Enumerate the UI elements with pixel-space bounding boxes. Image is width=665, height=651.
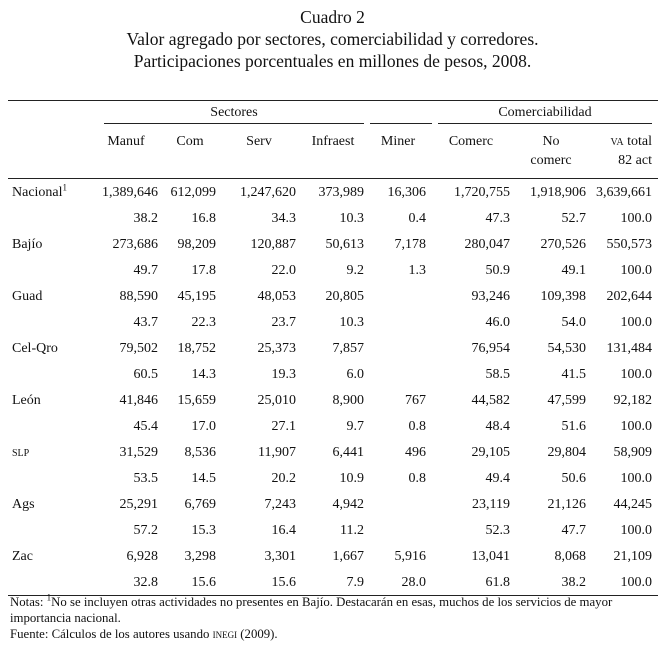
- cell-value: 612,099: [170, 185, 216, 200]
- table-body: [8, 179, 658, 596]
- group-comerciabilidad: Comerciabilidad: [438, 105, 652, 124]
- title-line-2: Valor agregado por sectores, comerciabilidad y corredores.: [126, 29, 539, 49]
- cell-percent: 32.8: [94, 571, 164, 596]
- cell-value: 767: [405, 393, 426, 408]
- cell-value: 98,209: [177, 237, 216, 252]
- cell-value: 79,502: [119, 341, 158, 356]
- cell-percent: 48.4: [485, 419, 510, 434]
- cell-percent: 45.4: [133, 419, 158, 434]
- cell-value: 93,246: [471, 289, 510, 304]
- cell-percent: 38.2: [516, 571, 592, 596]
- cell-percent: 23.7: [271, 315, 296, 330]
- cell-value: 496: [405, 445, 426, 460]
- cell-percent: 15.6: [164, 571, 222, 596]
- table-row-percent: [8, 519, 658, 543]
- cell-value: 7,243: [264, 497, 296, 512]
- cell-value: 280,047: [464, 237, 510, 252]
- cell-percent: 50.9: [485, 263, 510, 278]
- cell-value: 109,398: [540, 289, 586, 304]
- cell-value: 3,298: [184, 549, 216, 564]
- cell-percent: 10.9: [339, 471, 364, 486]
- table-row-percent: [8, 363, 658, 387]
- col-miner: Miner: [370, 127, 432, 179]
- cell-value: 8,900: [332, 393, 364, 408]
- cell-percent: 100.0: [620, 471, 652, 486]
- cell-value: 25,010: [257, 393, 296, 408]
- source-note: Fuente: Cálculos de los autores usando inegi (2009).: [10, 627, 278, 641]
- cell-percent: 52.7: [561, 211, 586, 226]
- note-1: Notas: $^1$No se incluyen otras actividades no presentes en Bajío. Destacarán en esas, muchos de los servicios de mayor importancia nacional.: [10, 592, 613, 625]
- cell-value: 11,907: [258, 445, 296, 460]
- row-label: León: [12, 393, 41, 408]
- cell-percent: 100.0: [620, 419, 652, 434]
- cell-value: 88,590: [119, 289, 158, 304]
- table-row-percent: [8, 259, 658, 283]
- row-label: Zac: [12, 549, 33, 564]
- cell-value: 8,068: [554, 549, 586, 564]
- cell-value: 6,769: [184, 497, 216, 512]
- cell-value: 20,805: [325, 289, 364, 304]
- table-row-values: [8, 387, 658, 415]
- cell-value: 44,582: [471, 393, 510, 408]
- cell-value: 120,887: [250, 237, 296, 252]
- cell-value: 16,306: [387, 185, 426, 200]
- table-row-values: [8, 543, 658, 571]
- cell-value: 3,301: [264, 549, 296, 564]
- cell-percent: 0.8: [408, 419, 426, 434]
- cell-value: 6,928: [126, 549, 158, 564]
- table-row-values: [8, 283, 658, 311]
- cell-percent: 100.0: [620, 367, 652, 382]
- cell-percent: 16.4: [271, 523, 296, 538]
- cell-percent: 14.5: [191, 471, 216, 486]
- cell-percent: 6.0: [346, 367, 364, 382]
- cell-percent: 27.1: [271, 419, 296, 434]
- col-com: Com: [164, 127, 222, 179]
- cell-percent: 60.5: [133, 367, 158, 382]
- row-label: slp: [12, 445, 30, 460]
- cell-value: 41,846: [119, 393, 158, 408]
- cell-percent: 0.8: [408, 471, 426, 486]
- cell-percent: 57.2: [133, 523, 158, 538]
- cell-value: 76,954: [471, 341, 510, 356]
- cell-value: 92,182: [613, 393, 652, 408]
- table-row-values: [8, 439, 658, 467]
- cell-value: 48,053: [257, 289, 296, 304]
- table-row-percent: [8, 415, 658, 439]
- cell-percent: 100.0: [620, 263, 652, 278]
- cell-value: 25,291: [119, 497, 158, 512]
- cell-percent: 17.8: [191, 263, 216, 278]
- cell-value: 273,686: [112, 237, 158, 252]
- row-label: Cel-Qro: [12, 341, 58, 356]
- cell-value: 1,389,646: [102, 185, 158, 200]
- cell-value: 47,599: [547, 393, 586, 408]
- cell-percent: 54.0: [561, 315, 586, 330]
- cell-value: 21,126: [547, 497, 586, 512]
- title-line-3: Participaciones porcentuales en millones de pesos, 2008.: [133, 51, 532, 71]
- cell-value: 131,484: [606, 341, 652, 356]
- cell-percent: 46.0: [485, 315, 510, 330]
- cell-percent: 49.1: [561, 263, 586, 278]
- cell-percent: 22.3: [191, 315, 216, 330]
- cell-percent: [370, 519, 432, 543]
- cell-percent: 100.0: [620, 315, 652, 330]
- cell-percent: 20.2: [271, 471, 296, 486]
- cell-percent: 15.6: [222, 571, 302, 596]
- cell-percent: 19.3: [271, 367, 296, 382]
- cell-percent: 1.3: [408, 263, 426, 278]
- cell-percent: 49.7: [133, 263, 158, 278]
- row-label: Ags: [12, 497, 35, 512]
- cell-value: 3,639,661: [596, 185, 652, 200]
- table-row-values: [8, 179, 658, 208]
- row-label: Bajío: [12, 237, 43, 252]
- cell-value: 7,178: [394, 237, 426, 252]
- cell-percent: 41.5: [561, 367, 586, 382]
- cell-percent: 9.2: [346, 263, 364, 278]
- cell-percent: 100.0: [592, 571, 658, 596]
- cell-value: 13,041: [471, 549, 510, 564]
- cell-percent: 34.3: [271, 211, 296, 226]
- cell-percent: 38.2: [133, 211, 158, 226]
- cell-value: 45,195: [177, 289, 216, 304]
- cell-value: 8,536: [184, 445, 216, 460]
- cell-value: 550,573: [606, 237, 652, 252]
- cell-percent: [370, 311, 432, 335]
- col-va-total: va total 82 act: [592, 127, 658, 179]
- table-row-percent: [8, 207, 658, 231]
- cell-value: 373,989: [318, 185, 364, 200]
- table-row-percent: [8, 571, 658, 596]
- cell-percent: 15.3: [191, 523, 216, 538]
- col-manuf: Manuf: [94, 127, 164, 179]
- cell-value: 18,752: [177, 341, 216, 356]
- col-comerc: Comerc: [432, 127, 516, 179]
- cell-percent: [370, 363, 432, 387]
- cell-value: 25,373: [257, 341, 296, 356]
- cell-percent: 43.7: [133, 315, 158, 330]
- cell-value: 29,804: [547, 445, 586, 460]
- table-row-values: [8, 491, 658, 519]
- col-infraest: Infraest: [302, 127, 370, 179]
- cell-value: 6,441: [332, 445, 364, 460]
- row-label: Guad: [12, 289, 43, 304]
- row-label: Nacional$^1$: [12, 182, 68, 200]
- cell-value: 5,916: [394, 549, 426, 564]
- col-nocomerc: No comerc: [516, 127, 592, 179]
- cell-value: 21,109: [613, 549, 652, 564]
- cell-percent: 100.0: [620, 523, 652, 538]
- cell-percent: 52.3: [485, 523, 510, 538]
- stub-header: [8, 101, 94, 128]
- cell-value: 58,909: [613, 445, 652, 460]
- cell-value: 202,644: [606, 289, 652, 304]
- table-row-percent: [8, 467, 658, 491]
- title-line-1: Cuadro 2: [300, 7, 365, 27]
- cell-value: 23,119: [472, 497, 510, 512]
- cell-value: 50,613: [325, 237, 364, 252]
- cell-value: 7,857: [332, 341, 364, 356]
- cell-value: 1,918,906: [530, 185, 586, 200]
- cell-percent: 47.7: [561, 523, 586, 538]
- cell-percent: 50.6: [561, 471, 586, 486]
- cell-value: 15,659: [177, 393, 216, 408]
- cell-value: 1,667: [332, 549, 364, 564]
- cell-percent: 51.6: [561, 419, 586, 434]
- cell-percent: 61.8: [432, 571, 516, 596]
- cell-percent: 53.5: [133, 471, 158, 486]
- cell-percent: 14.3: [191, 367, 216, 382]
- cell-percent: 0.4: [408, 211, 426, 226]
- cell-value: [370, 491, 432, 519]
- cell-value: 4,942: [332, 497, 364, 512]
- cell-value: 54,530: [547, 341, 586, 356]
- cell-percent: 100.0: [620, 211, 652, 226]
- cell-value: [370, 283, 432, 311]
- cell-value: [370, 335, 432, 363]
- table-row-values: [8, 231, 658, 259]
- cell-value: 270,526: [540, 237, 586, 252]
- col-serv: Serv: [222, 127, 302, 179]
- cell-percent: 10.3: [339, 211, 364, 226]
- group-sectores: Sectores: [104, 105, 364, 124]
- cell-percent: 7.9: [302, 571, 370, 596]
- cell-percent: 58.5: [485, 367, 510, 382]
- cell-percent: 11.2: [340, 523, 364, 538]
- cell-percent: 22.0: [271, 263, 296, 278]
- cell-percent: 49.4: [485, 471, 510, 486]
- cell-value: 29,105: [471, 445, 510, 460]
- table-title: [0, 0, 665, 72]
- cell-percent: 28.0: [370, 571, 432, 596]
- cell-value: 44,245: [613, 497, 652, 512]
- data-table: [8, 100, 658, 596]
- cell-percent: 47.3: [485, 211, 510, 226]
- cell-percent: 17.0: [191, 419, 216, 434]
- cell-value: 1,247,620: [240, 185, 296, 200]
- table-row-values: [8, 335, 658, 363]
- cell-value: 31,529: [119, 445, 158, 460]
- cell-value: 1,720,755: [454, 185, 510, 200]
- table-row-percent: [8, 311, 658, 335]
- cell-percent: 9.7: [346, 419, 364, 434]
- cell-percent: 10.3: [339, 315, 364, 330]
- table-notes: [10, 594, 660, 642]
- cell-percent: 16.8: [191, 211, 216, 226]
